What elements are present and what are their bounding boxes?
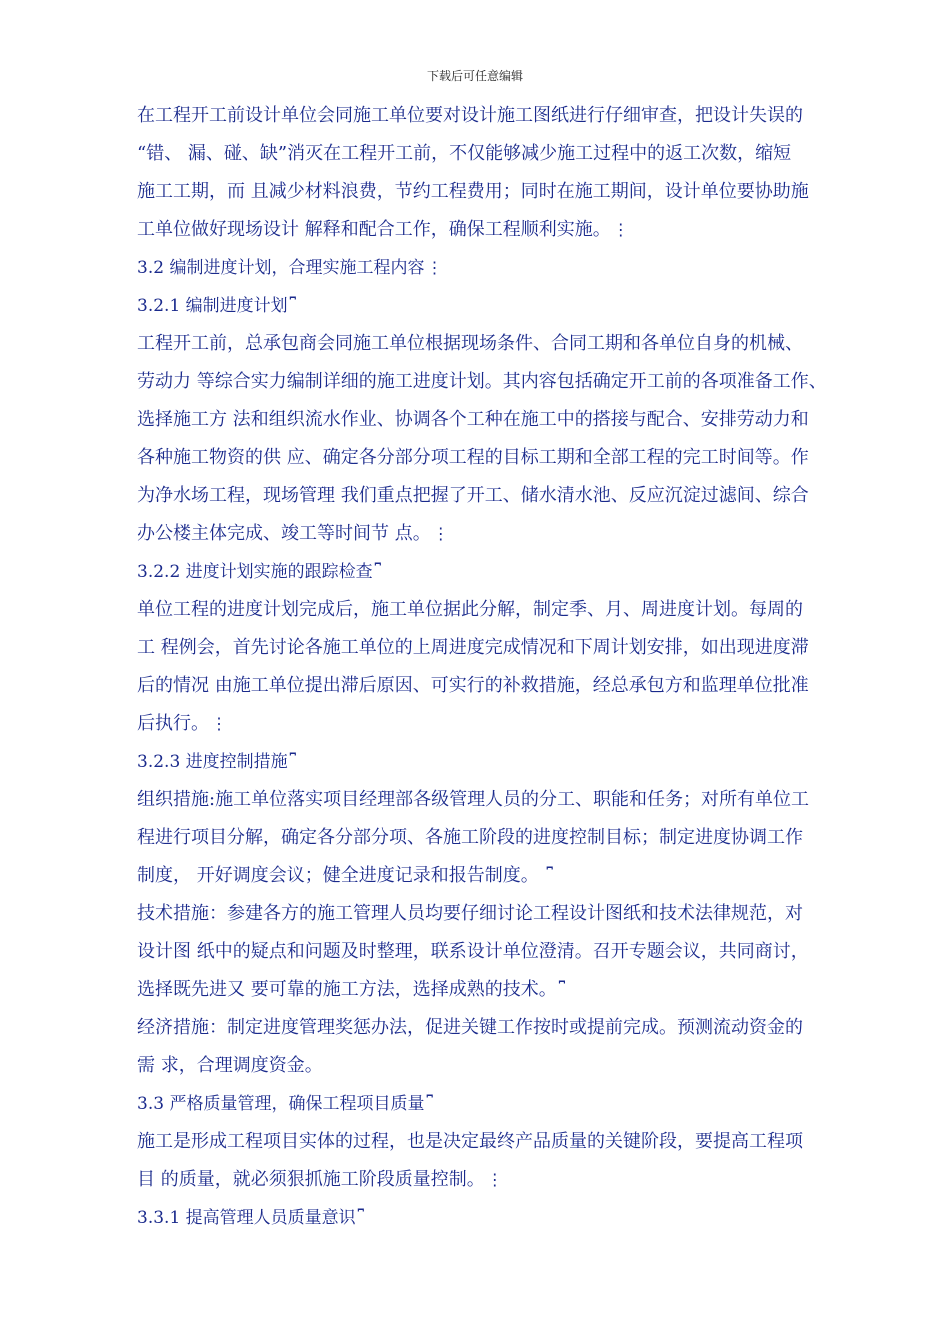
section-heading (137, 287, 867, 325)
paragraph-line (137, 971, 867, 1009)
paragraph-line (137, 1009, 867, 1047)
line-text: 程进行项目分解，确定各分部分项、各施工阶段的进度控制目标；制定进度协调工作 (137, 827, 803, 848)
paragraph-line (137, 1161, 867, 1199)
line-text: 各种施工物资的供 应、确定各分部分项工程的目标工期和全部工程的完工时间等。作 (137, 447, 809, 468)
line-text: 3.3.1 提高管理人员质量意识 (137, 1208, 356, 1228)
line-text: 为净水场工程，现场管理 我们重点把握了开工、储水清水池、反应沉淀过滤间、综合 (137, 485, 809, 506)
paragraph-mark-icon: ⋮ (211, 714, 227, 733)
line-text: 目 的质量，就必须狠抓施工阶段质量控制。 (137, 1169, 485, 1190)
line-text: 技术措施：参建各方的施工管理人员均要仔细讨论工程设计图纸和技术法律规范，对 (137, 903, 803, 924)
paragraph-line (137, 135, 867, 173)
line-text: 在工程开工前设计单位会同施工单位要对设计施工图纸进行仔细审查，把设计失误的 (137, 105, 803, 126)
paragraph-mark-icon: ⎴ (289, 296, 297, 315)
line-text: 单位工程的进度计划完成后，施工单位据此分解，制定季、月、周进度计划。每周的 (137, 599, 803, 620)
line-text: 设计图 纸中的疑点和问题及时整理，联系设计单位澄清。召开专题会议，共同商讨， (137, 941, 809, 962)
line-text: 3.2 编制进度计划，合理实施工程内容 (137, 258, 425, 278)
paragraph-line (137, 439, 867, 477)
line-text: 3.2.1 编制进度计划 (137, 296, 288, 316)
paragraph-line (137, 1047, 867, 1085)
line-text: 工单位做好现场设计 解释和配合工作，确保工程顺利实施。 (137, 219, 611, 240)
paragraph-line (137, 97, 867, 135)
paragraph-line (137, 895, 867, 933)
page-header: 下载后可任意编辑 (426, 69, 523, 83)
paragraph-mark-icon: ⎴ (357, 1208, 365, 1227)
section-heading (137, 743, 867, 781)
paragraph-line (137, 173, 867, 211)
document-body (137, 97, 867, 1237)
paragraph-mark-icon: ⋮ (432, 524, 449, 543)
line-text: 经济措施：制定进度管理奖惩办法，促进关键工作按时或提前完成。预测流动资金的 (137, 1017, 803, 1038)
paragraph-line (137, 629, 867, 667)
line-text: 选择施工方 法和组织流水作业、协调各个工种在施工中的搭接与配合、安排劳动力和 (137, 409, 809, 430)
line-text: 3.3 严格质量管理，确保工程项目质量 (137, 1094, 425, 1114)
section-heading (137, 1199, 867, 1237)
section-heading (137, 553, 867, 591)
paragraph-line (137, 705, 867, 743)
paragraph-mark-icon: ⎴ (558, 980, 566, 999)
paragraph-line (137, 667, 867, 705)
paragraph-line (137, 1123, 867, 1161)
paragraph-mark-icon: ⎴ (374, 562, 382, 581)
paragraph-line (137, 591, 867, 629)
paragraph-mark-icon: ⋮ (486, 1170, 503, 1189)
line-text: 工 程例会，首先讨论各施工单位的上周进度完成情况和下周计划安排，如出现进度滞 (137, 637, 809, 658)
paragraph-line (137, 325, 867, 363)
paragraph-line (137, 857, 867, 895)
paragraph-mark-icon: ⋮ (426, 258, 443, 277)
paragraph-line (137, 363, 867, 401)
line-text: 需 求，合理调度资金。 (137, 1055, 323, 1076)
paragraph-line (137, 477, 867, 515)
line-text: 施工工期，而 且减少材料浪费，节约工程费用；同时在施工期间，设计单位要协助施 (137, 181, 809, 202)
line-text: 劳动力 等综合实力编制详细的施工进度计划。其内容包括确定开工前的各项准备工作、 (137, 371, 827, 392)
section-heading (137, 1085, 867, 1123)
paragraph-line (137, 401, 867, 439)
line-text: 组织措施:施工单位落实项目经理部各级管理人员的分工、职能和任务；对所有单位工 (137, 789, 810, 810)
paragraph-mark-icon: ⎴ (289, 752, 297, 771)
section-heading (137, 249, 867, 287)
line-text: 3.2.3 进度控制措施 (137, 752, 288, 772)
paragraph-mark-icon: ⎴ (426, 1094, 433, 1113)
line-text: 选择既先进又 要可靠的施工方法，选择成熟的技术。 (137, 979, 557, 1000)
paragraph-line (137, 211, 867, 249)
line-text: “错、 漏、碰、缺”消灭在工程开工前，不仅能够减少施工过程中的返工次数，缩短 (137, 143, 792, 164)
line-text: 工程开工前，总承包商会同施工单位根据现场条件、合同工期和各单位自身的机械、 (137, 333, 803, 354)
line-text: 后执行。 (137, 713, 209, 734)
paragraph-line (137, 781, 867, 819)
paragraph-mark-icon: ⎴ (546, 866, 553, 885)
paragraph-mark-icon: ⋮ (612, 220, 629, 239)
paragraph-line (137, 819, 867, 857)
line-text: 办公楼主体完成、竣工等时间节 点。 (137, 523, 431, 544)
paragraph-line (137, 933, 867, 971)
line-text: 施工是形成工程项目实体的过程，也是决定最终产品质量的关键阶段，要提高工程项 (137, 1131, 803, 1152)
line-text: 3.2.2 进度计划实施的跟踪检查 (137, 562, 373, 582)
paragraph-line (137, 515, 867, 553)
line-text: 制度， 开好调度会议；健全进度记录和报告制度。 (137, 865, 545, 886)
line-text: 后的情况 由施工单位提出滞后原因、可实行的补救措施，经总承包方和监理单位批准 (137, 675, 809, 696)
